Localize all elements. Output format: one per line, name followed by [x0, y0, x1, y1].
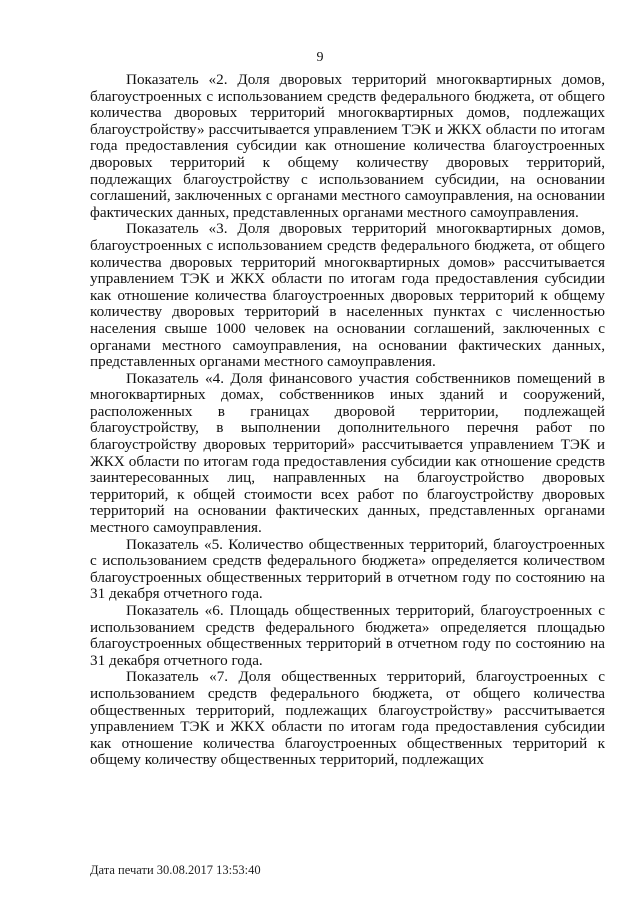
paragraph-indicator-2: Показатель «2. Доля дворовых территорий многоквартирных домов, благоустроенных с использованием средств федерального бюджета, от общего количества дворовых территорий многоквартирных домов, подлежащих благоустройству» рассчитывается управлением ТЭК и ЖКХ области по итогам года предоставления субсидии как отношение количества благоустроенных дворовых территорий к общему количеству дворовых территорий, подлежащих благоустройству с использованием субсидии, на основании соглашений, заключенных с органами местного самоуправления, на основании фактических данных, представленных органами местного самоуправления. — [90, 71, 605, 221]
paragraph-indicator-3: Показатель «3. Доля дворовых территорий многоквартирных домов, благоустроенных с использованием средств федерального бюджета, от общего количества дворовых территорий многоквартирных домов» рассчитывается управлением ТЭК и ЖКХ области по итогам года предоставления субсидии как отношение количества благоустроенных дворовых территорий к общему количеству дворовых территорий в населенных пунктах с численностью населения свыше 1000 человек на основании соглашений, заключенных с органами местного самоуправления, на основании фактических данных, представленных органами местного самоуправления. — [90, 220, 605, 371]
page-number: 9 — [316, 50, 324, 65]
paragraph-indicator-6: Показатель «6. Площадь общественных территорий, благоустроенных с использованием средств федерального бюджета» определяется площадью благоустроенных общественных территорий в отчетном году по состоянию на 31 декабря отчетного года. — [90, 602, 605, 669]
print-date-footer: Дата печати 30.08.2017 13:53:40 — [90, 863, 261, 877]
paragraph-indicator-4: Показатель «4. Доля финансового участия собственников помещений в многоквартирных домах, собственников иных зданий и сооружений, расположенных в границах дворовой территории, подлежащей благоустройству, в выполнении дополнительного перечня работ по благоустройству дворовых территорий» рассчитывается управлением ТЭК и ЖКХ области по итогам года предоставления субсидии как отношение средств заинтересованных лиц, направленных на благоустройство дворовых территорий, к общей стоимости всех работ по благоустройству дворовых территорий на основании фактических данных, представленных органами местного самоуправления. — [90, 369, 605, 537]
paragraph-indicator-5: Показатель «5. Количество общественных территорий, благоустроенных с использованием средств федерального бюджета» определяется количеством благоустроенных общественных территорий в отчетном году по состоянию на 31 декабря отчетного года. — [90, 535, 605, 603]
paragraph-indicator-7: Показатель «7. Доля общественных территорий, благоустроенных с использованием средств федерального бюджета, от общего количества общественных территорий, подлежащих благоустройству» рассчитывается управлением ТЭК и ЖКХ области по итогам года предоставления субсидии как отношение количества благоустроенных общественных территорий к общему количеству общественных территорий, подлежащих — [90, 668, 605, 769]
document-body — [90, 72, 605, 769]
